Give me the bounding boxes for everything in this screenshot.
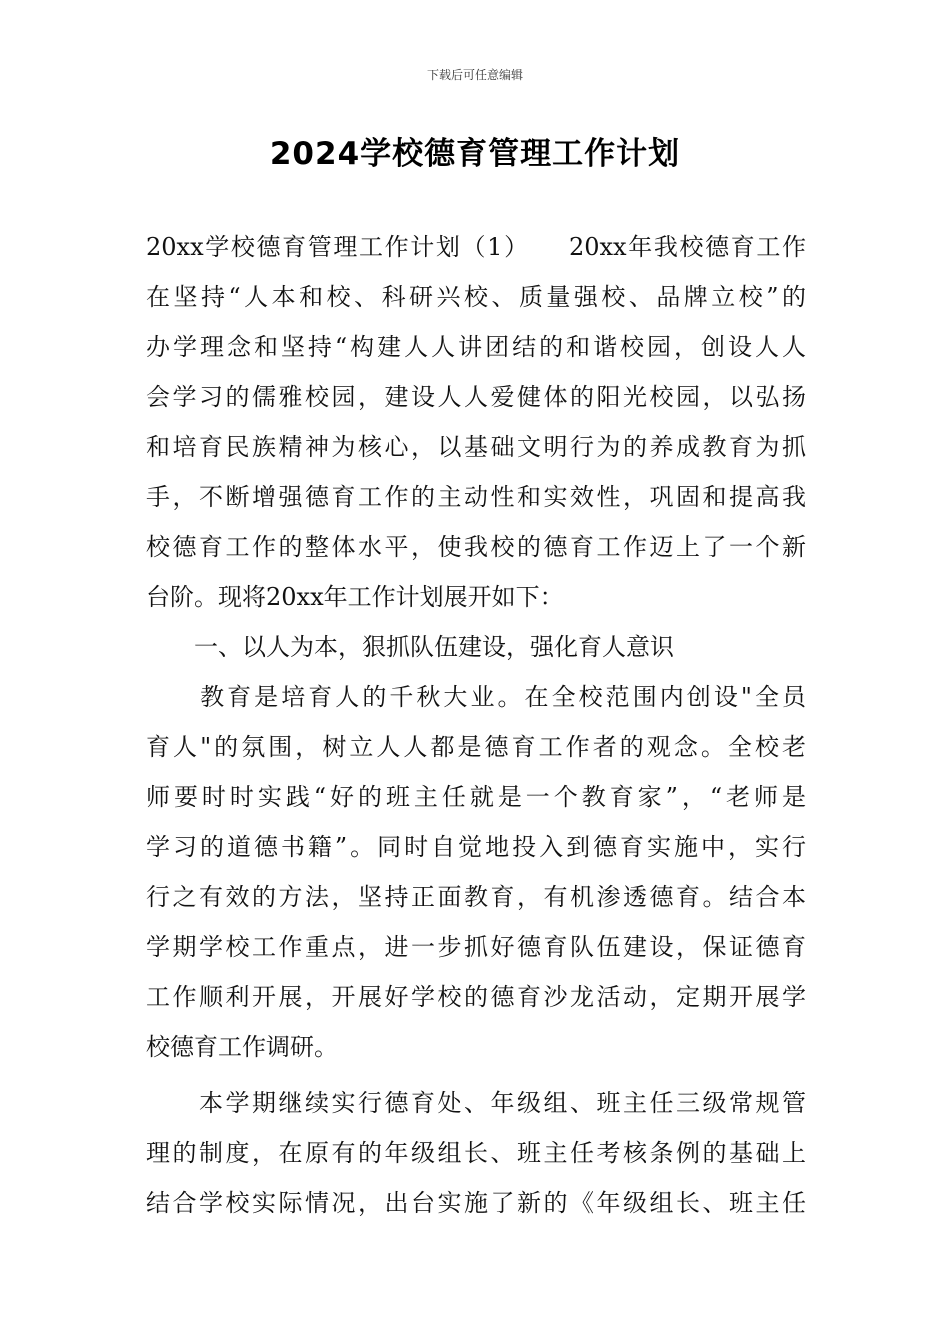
text-line: 一、以人为本，狠抓队伍建设，强化育人意识 (146, 633, 674, 661)
text-line: 学习的道德书籍”。同时自觉地投入到德育实施中，实行 (146, 833, 806, 861)
section-heading-1 (146, 622, 806, 672)
header-note: 下载后可任意编辑 (426, 68, 523, 82)
text-line: 师要时时实践“好的班主任就是一个教育家”，“老师是 (146, 783, 806, 811)
text-line: 本学期继续实行德育处、年级组、班主任三级常规管 (146, 1089, 806, 1117)
text-line: 学期学校工作重点，进一步抓好德育队伍建设，保证德育 (146, 933, 806, 961)
document-body (146, 222, 806, 1228)
text-line: 手，不断增强德育工作的主动性和实效性，巩固和提高我 (146, 483, 806, 511)
paragraph-intro (146, 222, 806, 622)
text-line: 结合学校实际情况，出台实施了新的《年级组长、班主任 (146, 1189, 806, 1217)
text-line: 校德育工作的整体水平，使我校的德育工作迈上了一个新 (146, 533, 806, 561)
text-line: 和培育民族精神为核心，以基础文明行为的养成教育为抓 (146, 433, 806, 461)
text-line: 校德育工作调研。 (146, 1033, 338, 1061)
text-line: 会学习的儒雅校园，建设人人爱健体的阳光校园，以弘扬 (146, 383, 806, 411)
text-line: 台阶。现将20xx年工作计划展开如下： (146, 583, 564, 611)
text-line: 工作顺利开展，开展好学校的德育沙龙活动，定期开展学 (146, 983, 806, 1011)
document-title: 2024学校德育管理工作计划 (269, 136, 681, 172)
text-line: 理的制度，在原有的年级组长、班主任考核条例的基础上 (146, 1139, 806, 1167)
text-line: 在坚持“人本和校、科研兴校、质量强校、品牌立校”的 (146, 283, 806, 311)
paragraph-education (146, 672, 806, 1072)
paragraph-management (146, 1078, 806, 1228)
text-line: 办学理念和坚持“构建人人讲团结的和谐校园，创设人人 (146, 333, 806, 361)
text-line: 20xx学校德育管理工作计划（1） 20xx年我校德育工作 (146, 233, 806, 261)
text-line: 育人"的氛围，树立人人都是德育工作者的观念。全校老 (146, 733, 806, 761)
text-line: 教育是培育人的千秋大业。在全校范围内创设"全员 (146, 683, 806, 711)
text-line: 行之有效的方法，坚持正面教育，有机渗透德育。结合本 (146, 883, 806, 911)
